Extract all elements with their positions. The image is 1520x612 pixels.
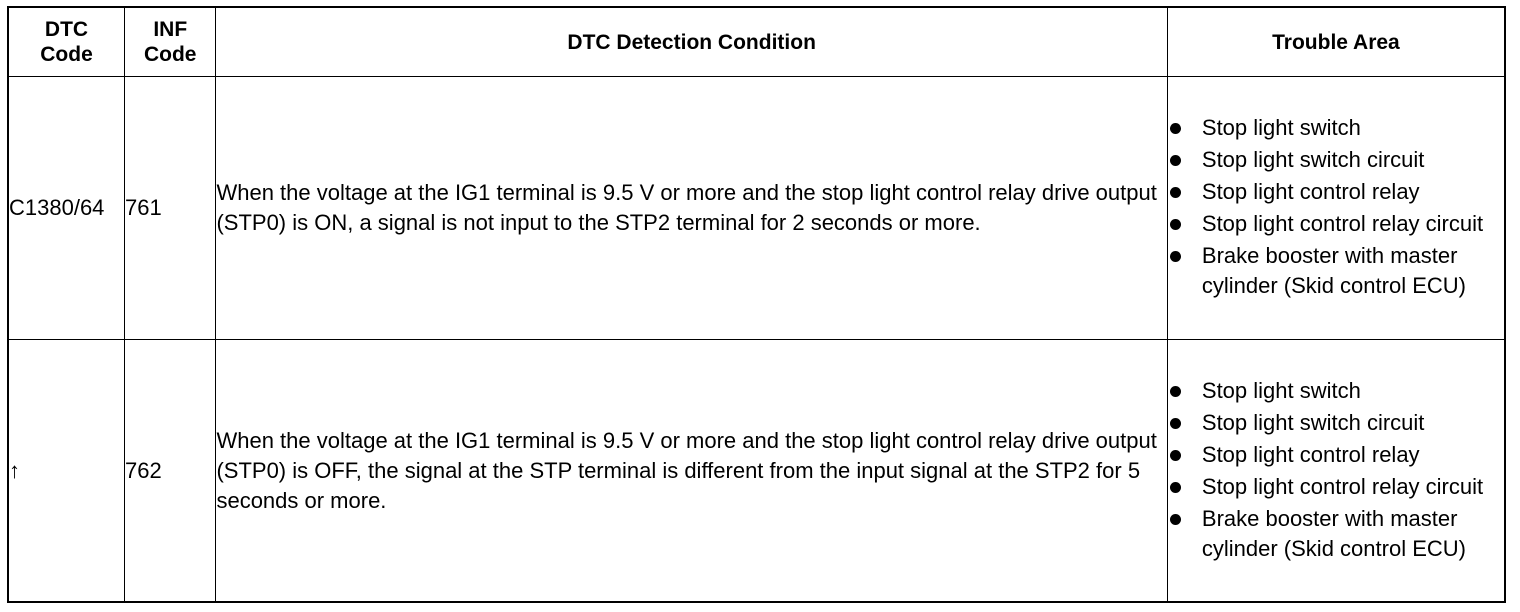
list-item bbox=[1168, 376, 1504, 406]
list-item bbox=[1168, 113, 1504, 143]
bullet-icon bbox=[1170, 514, 1181, 525]
trouble-area-list bbox=[1168, 113, 1504, 301]
bullet-icon bbox=[1170, 450, 1181, 461]
header-dtc-code: DTC Code bbox=[8, 7, 125, 77]
list-item bbox=[1168, 241, 1504, 301]
dtc-code-cell: C1380/64 bbox=[8, 77, 125, 340]
list-item bbox=[1168, 504, 1504, 564]
trouble-area-cell bbox=[1167, 77, 1505, 340]
list-item-label: Brake booster with master cylinder (Skid control ECU) bbox=[1201, 243, 1466, 298]
list-item-label: Stop light switch circuit bbox=[1201, 147, 1425, 172]
list-item bbox=[1168, 145, 1504, 175]
list-item-label: Stop light control relay bbox=[1201, 441, 1420, 467]
bullet-icon bbox=[1170, 482, 1181, 493]
bullet-icon bbox=[1170, 219, 1181, 230]
condition-cell: When the voltage at the IG1 terminal is 9.5 V or more and the stop light control relay drive output (STP0) is ON, a signal is not input to the STP2 terminal for 2 seconds or more. bbox=[216, 77, 1167, 340]
bullet-icon bbox=[1170, 155, 1181, 166]
header-trouble-area: Trouble Area bbox=[1167, 7, 1505, 77]
bullet-icon bbox=[1170, 123, 1181, 134]
header-condition: DTC Detection Condition bbox=[216, 7, 1167, 77]
list-item bbox=[1168, 177, 1504, 207]
list-item-label: Stop light control relay circuit bbox=[1201, 473, 1484, 499]
trouble-area-list bbox=[1168, 376, 1504, 564]
list-item bbox=[1168, 408, 1504, 438]
dtc-table bbox=[7, 6, 1506, 603]
list-item-label: Brake booster with master cylinder (Skid control ECU) bbox=[1201, 505, 1466, 561]
header-inf-code: INF Code bbox=[125, 7, 216, 77]
list-item bbox=[1168, 209, 1504, 239]
bullet-icon bbox=[1170, 187, 1181, 198]
table-row bbox=[8, 77, 1505, 340]
list-item bbox=[1168, 440, 1504, 470]
list-item bbox=[1168, 472, 1504, 502]
bullet-icon bbox=[1170, 386, 1181, 397]
list-item-label: Stop light switch circuit bbox=[1201, 409, 1425, 435]
dtc-code-cell: ↑ bbox=[8, 340, 125, 603]
bullet-icon bbox=[1170, 418, 1181, 429]
list-item-label: Stop light control relay bbox=[1201, 179, 1420, 204]
list-item-label: Stop light control relay circuit bbox=[1201, 211, 1484, 236]
bullet-icon bbox=[1170, 251, 1181, 262]
header-row bbox=[8, 7, 1505, 77]
list-item-label: Stop light switch bbox=[1201, 115, 1361, 140]
trouble-area-cell bbox=[1167, 340, 1505, 603]
inf-code-cell: 762 bbox=[125, 340, 216, 603]
inf-code-cell: 761 bbox=[125, 77, 216, 340]
table-row bbox=[8, 340, 1505, 603]
condition-cell: When the voltage at the IG1 terminal is 9.5 V or more and the stop light control relay drive output (STP0) is OFF, the signal at the STP terminal is different from the input signal at the STP2 for 5 seconds or more. bbox=[216, 340, 1167, 603]
list-item-label: Stop light switch bbox=[1201, 377, 1361, 403]
